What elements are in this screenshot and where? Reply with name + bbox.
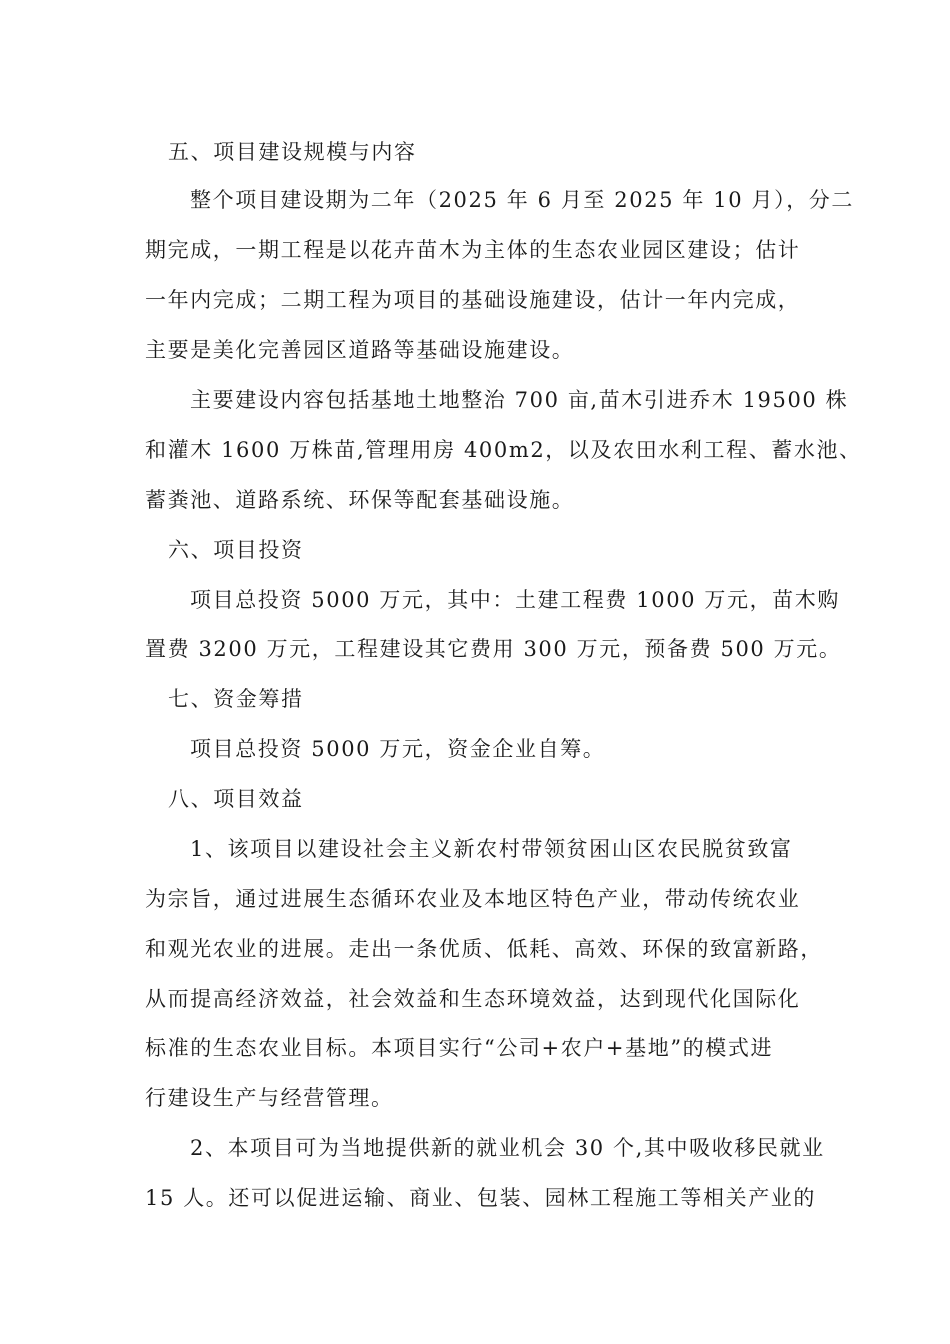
paragraph-line: 蓄粪池、道路系统、环保等配套基础设施。 (145, 488, 575, 512)
section-heading-7: 七、资金筹措 (168, 687, 304, 711)
section-heading-8: 八、项目效益 (168, 787, 304, 811)
paragraph-line: 项目总投资 5000 万元，其中：土建工程费 1000 万元，苗木购 (190, 588, 840, 612)
paragraph-line: 期完成，一期工程是以花卉苗木为主体的生态农业园区建设；估计 (145, 238, 801, 262)
paragraph-line: 从而提高经济效益，社会效益和生态环境效益，达到现代化国际化 (145, 987, 801, 1011)
paragraph-line: 15 人。还可以促进运输、商业、包装、园林工程施工等相关产业的 (145, 1186, 816, 1210)
paragraph-line: 行建设生产与经营管理。 (145, 1086, 394, 1110)
paragraph-line: 主要是美化完善园区道路等基础设施建设。 (145, 338, 575, 362)
paragraph-line: 标准的生态农业目标。本项目实行“公司+农户+基地”的模式进 (145, 1036, 774, 1060)
paragraph-line: 置费 3200 万元，工程建设其它费用 300 万元，预备费 500 万元。 (145, 637, 842, 661)
section-heading-5: 五、项目建设规模与内容 (168, 140, 417, 164)
paragraph-line: 2、本项目可为当地提供新的就业机会 30 个,其中吸收移民就业 (190, 1136, 825, 1160)
paragraph-line: 为宗旨，通过进展生态循环农业及本地区特色产业，带动传统农业 (145, 887, 801, 911)
paragraph-line: 整个项目建设期为二年（2025 年 6 月至 2025 年 10 月），分二 (190, 188, 854, 212)
paragraph-line: 1、该项目以建设社会主义新农村带领贫困山区农民脱贫致富 (190, 837, 793, 861)
paragraph-line: 和观光农业的进展。走出一条优质、低耗、高效、环保的致富新路， (145, 937, 823, 961)
section-heading-6: 六、项目投资 (168, 538, 304, 562)
paragraph-line: 和灌木 1600 万株苗,管理用房 400m2，以及农田水利工程、蓄水池、 (145, 438, 862, 462)
paragraph-line: 主要建设内容包括基地土地整治 700 亩,苗木引进乔木 19500 株 (190, 388, 849, 412)
paragraph-line: 项目总投资 5000 万元，资金企业自筹。 (190, 737, 606, 761)
paragraph-line: 一年内完成；二期工程为项目的基础设施建设，估计一年内完成， (145, 288, 801, 312)
